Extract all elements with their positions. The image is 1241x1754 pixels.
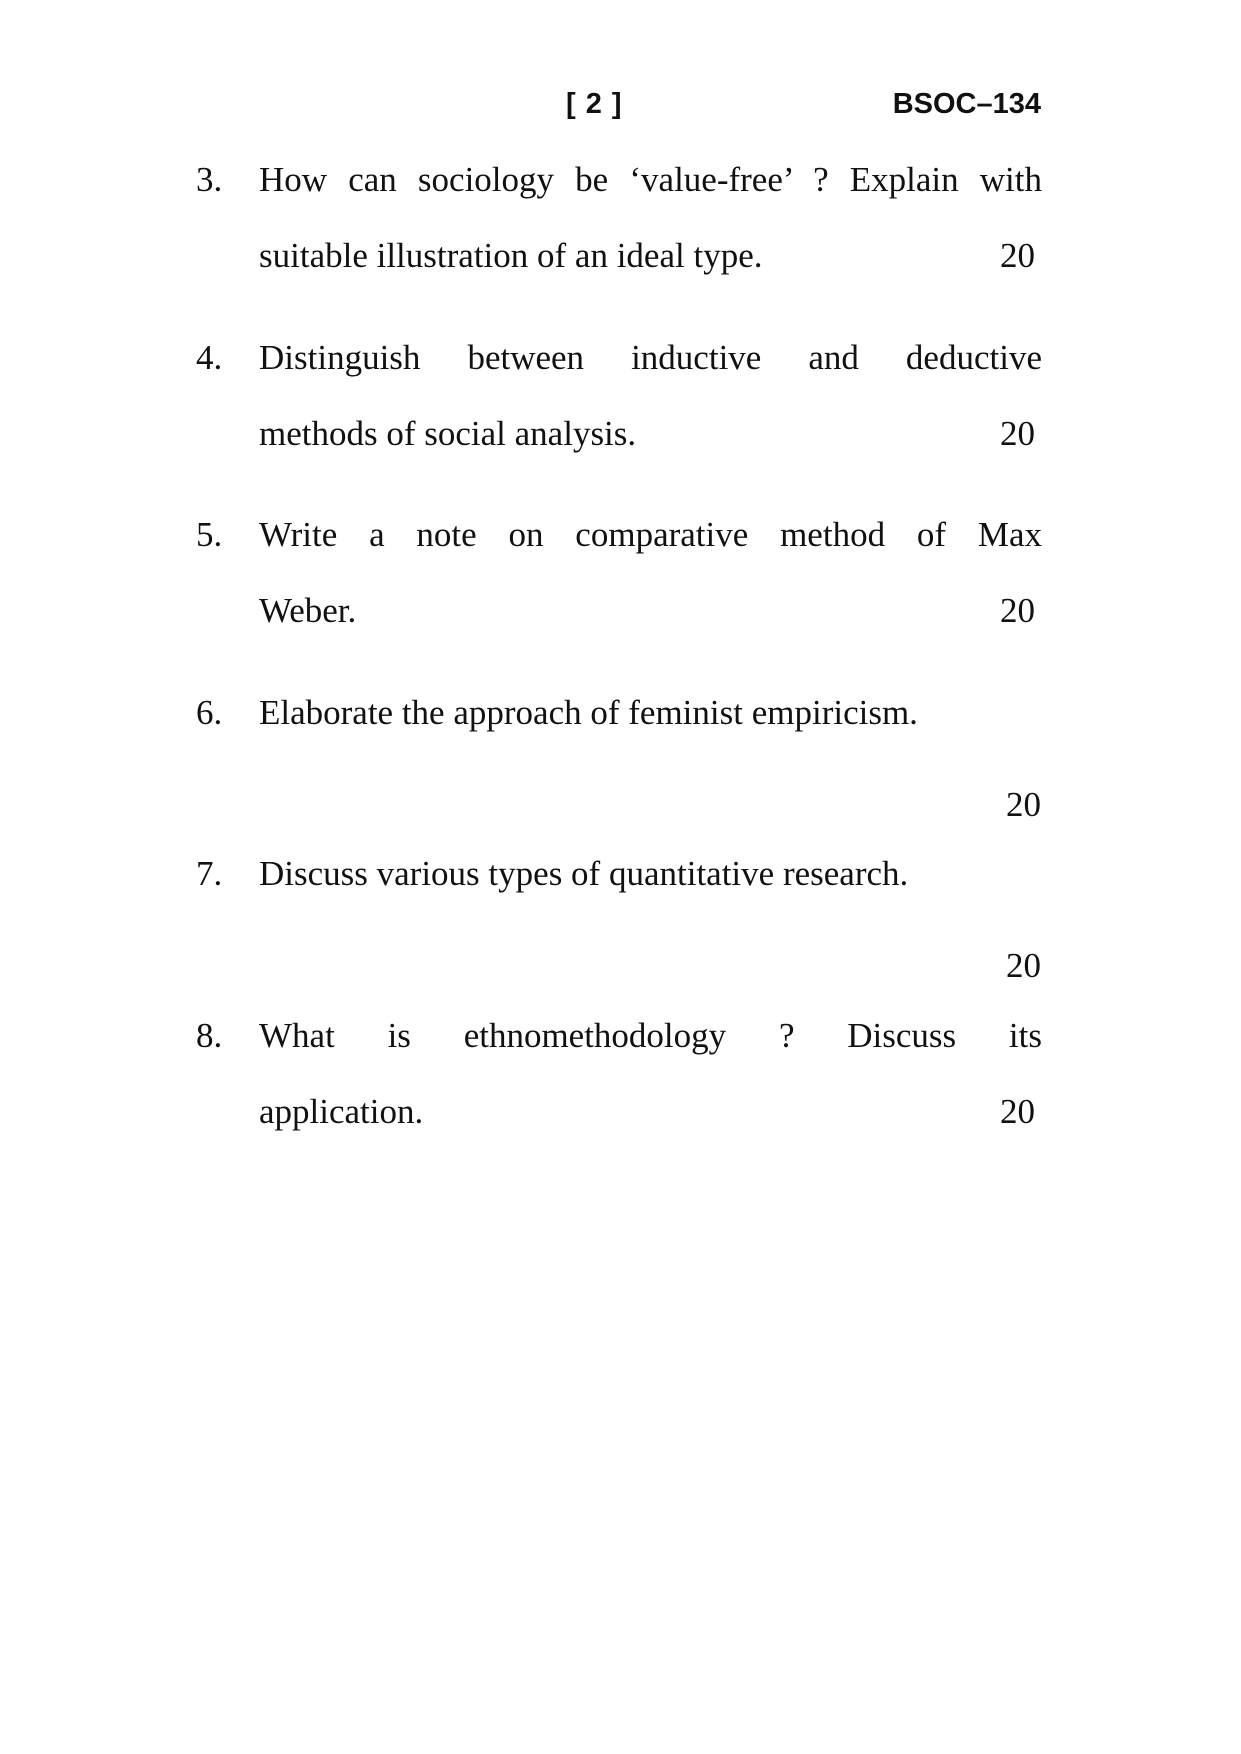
question-text-line: Elaborate the approach of feminist empiricism.	[259, 693, 918, 732]
question-text-line: Write a note on comparative method of Max	[259, 515, 1042, 554]
question-number: 4.	[196, 338, 223, 377]
question-text-line: Weber.	[259, 591, 357, 630]
question-number: 8.	[196, 1016, 223, 1055]
question-text-line: What is ethnomethodology ? Discuss its	[259, 1016, 1042, 1055]
question-text-line: application.	[259, 1092, 424, 1131]
question-number: 5.	[196, 515, 223, 554]
page-number: [ 2 ]	[566, 88, 623, 120]
question-marks: 20	[1000, 236, 1035, 275]
question-marks: 20	[1006, 785, 1041, 824]
page-header	[0, 88, 1241, 128]
question-number: 6.	[196, 693, 223, 732]
question-text-line: Discuss various types of quantitative research.	[259, 854, 909, 893]
question-marks: 20	[1006, 946, 1041, 985]
question-marks: 20	[1000, 1092, 1035, 1131]
question-marks: 20	[1000, 591, 1035, 630]
question-text-line: methods of social analysis.	[259, 414, 637, 453]
course-code: BSOC–134	[892, 88, 1041, 120]
question-text-line: How can sociology be ‘value-free’ ? Explain with	[259, 160, 1042, 199]
question-text-line: Distinguish between inductive and deductive	[259, 338, 1042, 377]
question-number: 7.	[196, 854, 223, 893]
question-marks: 20	[1000, 414, 1035, 453]
question-text-line: suitable illustration of an ideal type.	[259, 236, 763, 275]
question-number: 3.	[196, 160, 223, 199]
